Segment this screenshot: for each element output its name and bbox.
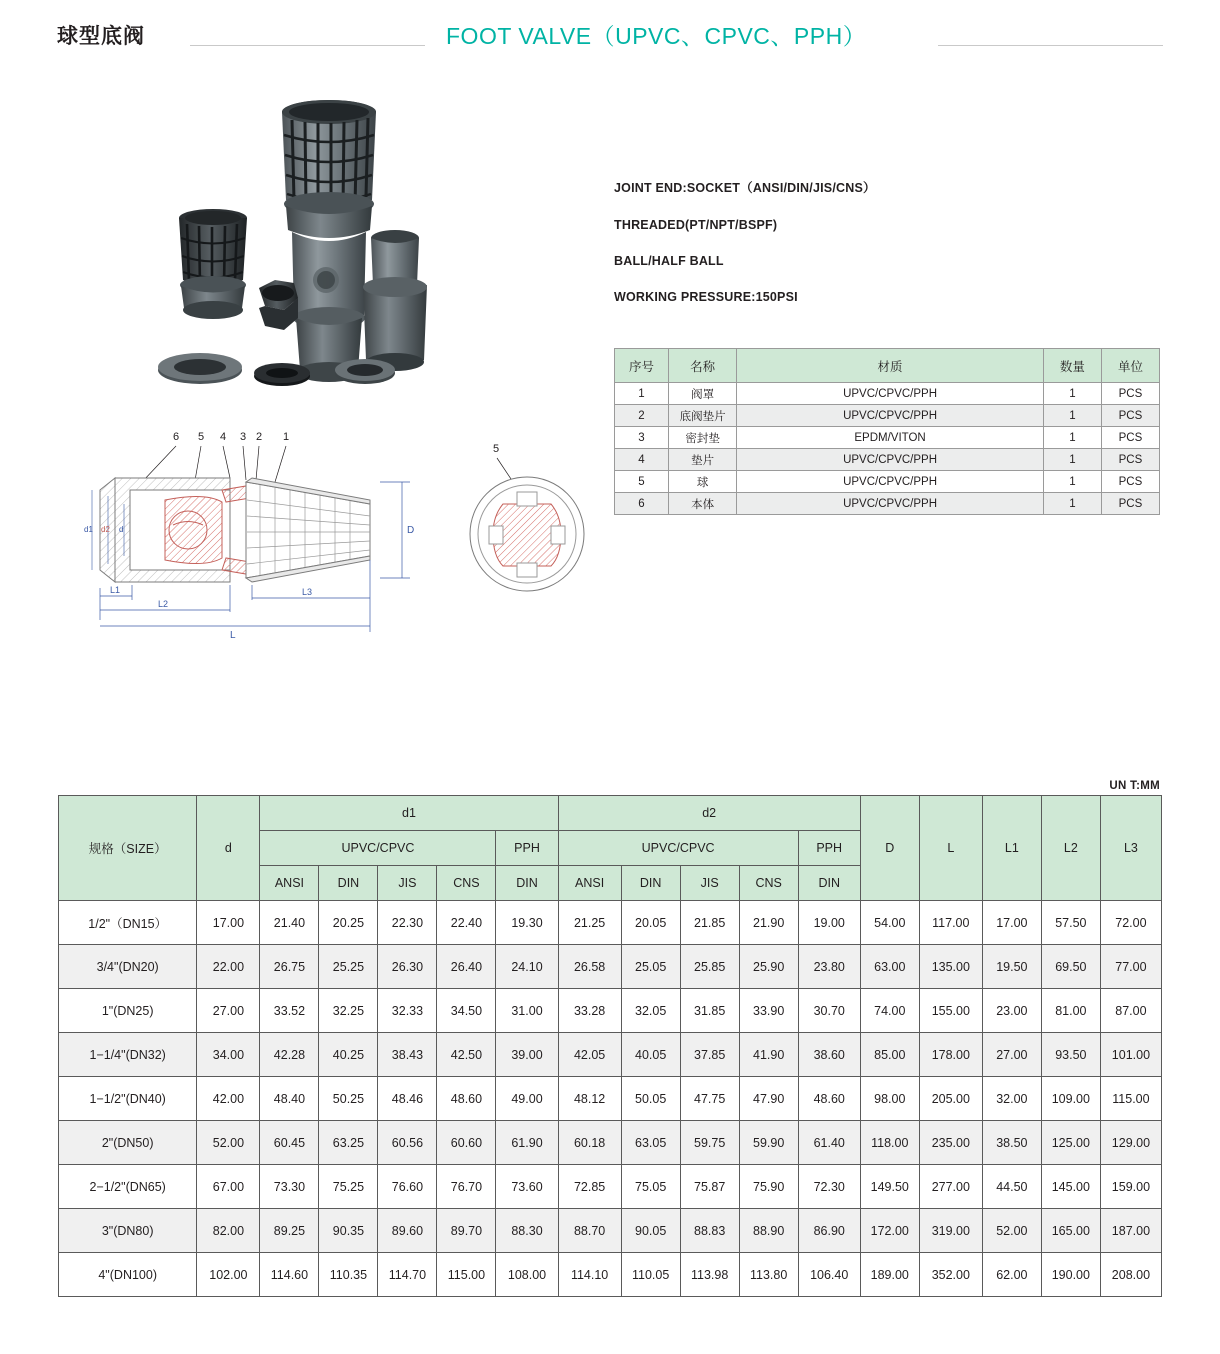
dim-cell-size: 2"(DN50) [59,1121,197,1165]
parts-cell-material: UPVC/CPVC/PPH [737,471,1044,493]
dim-cell-d1-2: 76.60 [378,1165,437,1209]
dim-cell-d2-1: 50.05 [621,1077,680,1121]
dim-cell-size: 1−1/4"(DN32) [59,1033,197,1077]
page-title-en: FOOT VALVE（UPVC、CPVC、PPH） [446,23,867,49]
dim-cell-d1-2: 48.46 [378,1077,437,1121]
parts-cell-name: 底阀垫片 [668,405,736,427]
dim-header-L2: L2 [1041,796,1100,901]
dim-cell-d1-3: 76.70 [437,1165,496,1209]
dim-cell-d2-2: 59.75 [680,1121,739,1165]
parts-cell-qty: 1 [1043,427,1101,449]
dim-cell-size: 3/4"(DN20) [59,945,197,989]
dim-cell-L: 277.00 [919,1165,982,1209]
parts-cell-name: 垫片 [668,449,736,471]
dim-cell-L1: 32.00 [982,1077,1041,1121]
svg-text:5: 5 [198,431,205,443]
dim-header-d1-upvc: UPVC/CPVC [260,831,496,866]
spec-threaded: THREADED(PT/NPT/BSPF) [614,218,778,232]
unit-note: UN T:MM [1109,780,1160,792]
dim-cell-d2-1: 75.05 [621,1165,680,1209]
dim-cell-d1-0: 73.30 [260,1165,319,1209]
parts-header-unit: 单位 [1101,349,1159,383]
dim-cell-d1-3: 26.40 [437,945,496,989]
dim-cell-d2-3: 75.90 [739,1165,798,1209]
dim-cell-d2-1: 20.05 [621,901,680,945]
dim-cell-L: 235.00 [919,1121,982,1165]
dim-cell-d2-2: 37.85 [680,1033,739,1077]
dim-cell-d1-0: 26.75 [260,945,319,989]
dim-cell-d2-4: 38.60 [798,1033,860,1077]
dim-cell-d2-0: 21.25 [558,901,621,945]
dim-cell-L1: 27.00 [982,1033,1041,1077]
dim-cell-d1-3: 48.60 [437,1077,496,1121]
photo-socket [363,230,427,371]
svg-text:1: 1 [283,431,290,443]
dim-cell-d2-3: 47.90 [739,1077,798,1121]
dim-cell-L: 319.00 [919,1209,982,1253]
drawing-callouts [173,431,289,443]
dim-cell-d: 17.00 [197,901,260,945]
table-row [59,1033,1162,1077]
parts-cell-name: 密封垫 [668,427,736,449]
table-row [59,1077,1162,1121]
parts-cell-material: UPVC/CPVC/PPH [737,493,1044,515]
dim-cell-D: 74.00 [860,989,919,1033]
dim-header-row-1 [59,796,1162,831]
dim-cell-d1-2: 32.33 [378,989,437,1033]
dim-cell-d2-1: 110.05 [621,1253,680,1297]
dim-sub-d1-cns: CNS [437,866,496,901]
dim-cell-d1-4: 19.30 [496,901,558,945]
parts-cell-name: 本体 [668,493,736,515]
dim-cell-d2-0: 33.28 [558,989,621,1033]
parts-header-material: 材质 [737,349,1044,383]
dim-sub-d2-cns: CNS [739,866,798,901]
dim-cell-d2-0: 48.12 [558,1077,621,1121]
dim-cell-d1-4: 88.30 [496,1209,558,1253]
parts-cell-name: 阀罩 [668,383,736,405]
dim-cell-L3: 77.00 [1100,945,1161,989]
dim-cell-d: 22.00 [197,945,260,989]
dim-cell-d1-1: 40.25 [319,1033,378,1077]
table-row [615,405,1160,427]
dim-cell-L2: 190.00 [1041,1253,1100,1297]
dim-cell-d1-0: 42.28 [260,1033,319,1077]
dim-cell-L: 117.00 [919,901,982,945]
dim-L: L [230,630,236,641]
parts-cell-qty: 1 [1043,493,1101,515]
dim-cell-d2-0: 60.18 [558,1121,621,1165]
dim-cell-d2-3: 21.90 [739,901,798,945]
dim-cell-size: 1"(DN25) [59,989,197,1033]
dim-cell-d2-4: 30.70 [798,989,860,1033]
dim-header-d2-upvc: UPVC/CPVC [558,831,798,866]
parts-cell-no: 2 [615,405,669,427]
parts-cell-qty: 1 [1043,449,1101,471]
dim-cell-d1-1: 20.25 [319,901,378,945]
dim-d1: d1 [84,525,93,534]
table-row [615,471,1160,493]
dim-header-D: D [860,796,919,901]
dim-cell-d1-2: 114.70 [378,1253,437,1297]
dim-cell-d1-1: 32.25 [319,989,378,1033]
table-row [59,901,1162,945]
dim-cell-d1-4: 49.00 [496,1077,558,1121]
dim-cell-d1-1: 25.25 [319,945,378,989]
dim-cell-d2-4: 72.30 [798,1165,860,1209]
table-row [615,493,1160,515]
dim-cell-d1-3: 89.70 [437,1209,496,1253]
dim-header-L1: L1 [982,796,1041,901]
table-row [615,383,1160,405]
dim-cell-d2-2: 113.98 [680,1253,739,1297]
dim-cell-size: 3"(DN80) [59,1209,197,1253]
spec-ball: BALL/HALF BALL [614,254,724,268]
dim-cell-L1: 23.00 [982,989,1041,1033]
dim-cell-d2-1: 32.05 [621,989,680,1033]
dim-cell-d2-1: 40.05 [621,1033,680,1077]
parts-cell-unit: PCS [1101,383,1159,405]
dim-cell-d: 52.00 [197,1121,260,1165]
dim-cell-L3: 159.00 [1100,1165,1161,1209]
dim-cell-D: 63.00 [860,945,919,989]
dim-cell-size: 2−1/2"(DN65) [59,1165,197,1209]
parts-cell-no: 5 [615,471,669,493]
parts-cell-qty: 1 [1043,471,1101,493]
dim-cell-d2-2: 25.85 [680,945,739,989]
dim-sub-d2-din: DIN [621,866,680,901]
dim-cell-D: 172.00 [860,1209,919,1253]
dim-L2: L2 [158,599,169,609]
parts-cell-no: 6 [615,493,669,515]
dim-cell-L3: 87.00 [1100,989,1161,1033]
dim-cell-L1: 38.50 [982,1121,1041,1165]
dim-cell-L1: 44.50 [982,1165,1041,1209]
dim-cell-L: 205.00 [919,1077,982,1121]
dim-cell-d2-4: 48.60 [798,1077,860,1121]
product-photo [120,80,540,400]
dim-cell-L3: 187.00 [1100,1209,1161,1253]
parts-cell-unit: PCS [1101,493,1159,515]
dim-cell-d2-3: 59.90 [739,1121,798,1165]
dim-cell-D: 118.00 [860,1121,919,1165]
dim-cell-d2-2: 75.87 [680,1165,739,1209]
dim-cell-d1-3: 22.40 [437,901,496,945]
dim-cell-d1-0: 33.52 [260,989,319,1033]
dim-sub-d1-din: DIN [319,866,378,901]
dim-cell-d2-3: 113.80 [739,1253,798,1297]
table-row [59,1165,1162,1209]
dim-cell-d1-4: 24.10 [496,945,558,989]
dim-cell-L1: 19.50 [982,945,1041,989]
dim-cell-L: 178.00 [919,1033,982,1077]
parts-cell-no: 4 [615,449,669,471]
dim-cell-d1-2: 89.60 [378,1209,437,1253]
dim-cell-d2-4: 23.80 [798,945,860,989]
dim-cell-d1-2: 60.56 [378,1121,437,1165]
parts-header-name: 名称 [668,349,736,383]
dim-cell-L: 155.00 [919,989,982,1033]
svg-text:3: 3 [240,431,247,443]
dim-cell-L2: 81.00 [1041,989,1100,1033]
dim-cell-d1-1: 90.35 [319,1209,378,1253]
dim-cell-d2-0: 42.05 [558,1033,621,1077]
dim-cell-L2: 125.00 [1041,1121,1100,1165]
dim-cell-D: 189.00 [860,1253,919,1297]
table-row [59,945,1162,989]
drawing-strainer [246,478,370,582]
table-row [615,427,1160,449]
dim-cell-d1-1: 50.25 [319,1077,378,1121]
dim-cell-L1: 62.00 [982,1253,1041,1297]
dim-cell-d2-3: 41.90 [739,1033,798,1077]
dim-cell-d: 34.00 [197,1033,260,1077]
photo-body-large [286,206,372,382]
parts-header-qty: 数量 [1043,349,1101,383]
dim-cell-d2-0: 88.70 [558,1209,621,1253]
dim-d: d [119,525,124,534]
dim-cell-d1-4: 39.00 [496,1033,558,1077]
dim-cell-d1-3: 60.60 [437,1121,496,1165]
dim-cell-d2-3: 25.90 [739,945,798,989]
parts-table [614,348,1160,515]
dim-cell-d1-4: 61.90 [496,1121,558,1165]
dim-sub-d2-pph-din: DIN [798,866,860,901]
dimension-table [58,795,1162,1297]
dim-cell-d1-2: 26.30 [378,945,437,989]
dim-header-d1: d1 [260,796,558,831]
parts-cell-qty: 1 [1043,383,1101,405]
parts-cell-no: 3 [615,427,669,449]
parts-cell-unit: PCS [1101,427,1159,449]
dim-cell-d2-3: 88.90 [739,1209,798,1253]
dim-cell-d2-1: 25.05 [621,945,680,989]
parts-cell-material: UPVC/CPVC/PPH [737,383,1044,405]
dim-cell-d1-0: 89.25 [260,1209,319,1253]
dim-cell-d: 42.00 [197,1077,260,1121]
svg-text:6: 6 [173,431,180,443]
dim-cell-L3: 72.00 [1100,901,1161,945]
section-view [455,430,605,610]
drawing-ball [165,496,222,563]
dim-cell-D: 149.50 [860,1165,919,1209]
dim-cell-d2-0: 114.10 [558,1253,621,1297]
dim-header-d2: d2 [558,796,860,831]
dim-cell-d2-2: 31.85 [680,989,739,1033]
dim-cell-L2: 93.50 [1041,1033,1100,1077]
dim-d2: d2 [101,525,110,534]
parts-cell-unit: PCS [1101,405,1159,427]
dim-header-d2-pph: PPH [798,831,860,866]
header-rule-right [938,45,1163,46]
parts-cell-name: 球 [668,471,736,493]
dim-cell-d: 67.00 [197,1165,260,1209]
parts-cell-qty: 1 [1043,405,1101,427]
spec-joint-end: JOINT END:SOCKET（ANSI/DIN/JIS/CNS） [614,181,876,195]
dim-cell-d1-1: 75.25 [319,1165,378,1209]
dim-L1: L1 [110,585,121,595]
dim-sub-d1-jis: JIS [378,866,437,901]
dim-cell-L: 135.00 [919,945,982,989]
dim-cell-d2-0: 72.85 [558,1165,621,1209]
dim-cell-d2-3: 33.90 [739,989,798,1033]
parts-table-header-row [615,349,1160,383]
photo-strainer-large [282,100,376,216]
dim-cell-d1-4: 31.00 [496,989,558,1033]
dim-cell-d1-0: 60.45 [260,1121,319,1165]
dim-D: D [407,525,415,536]
dim-cell-d1-2: 38.43 [378,1033,437,1077]
dim-cell-d1-1: 63.25 [319,1121,378,1165]
dim-cell-d1-0: 48.40 [260,1077,319,1121]
dim-cell-d2-1: 90.05 [621,1209,680,1253]
dim-cell-d2-4: 19.00 [798,901,860,945]
dim-cell-d1-2: 22.30 [378,901,437,945]
parts-cell-material: UPVC/CPVC/PPH [737,449,1044,471]
dim-cell-d2-2: 47.75 [680,1077,739,1121]
dim-cell-L3: 208.00 [1100,1253,1161,1297]
dim-cell-d1-4: 108.00 [496,1253,558,1297]
dim-sub-d2-jis: JIS [680,866,739,901]
page-header [0,8,1220,52]
dimension-table-wrapper [58,795,1162,1297]
svg-text:4: 4 [220,431,227,443]
dim-cell-L1: 52.00 [982,1209,1041,1253]
dim-cell-d2-0: 26.58 [558,945,621,989]
dim-L3: L3 [302,587,313,597]
dim-cell-d: 82.00 [197,1209,260,1253]
dim-sub-d2-ansi: ANSI [558,866,621,901]
photo-hex-nut [259,280,298,330]
header-rule-left [190,45,425,46]
svg-text:2: 2 [256,431,263,443]
dim-header-L3: L3 [1100,796,1161,901]
dim-cell-d1-1: 110.35 [319,1253,378,1297]
table-row [615,449,1160,471]
dim-cell-d2-2: 88.83 [680,1209,739,1253]
parts-cell-material: UPVC/CPVC/PPH [737,405,1044,427]
dim-cell-D: 98.00 [860,1077,919,1121]
dim-cell-d: 27.00 [197,989,260,1033]
dim-header-d1-pph: PPH [496,831,558,866]
parts-cell-unit: PCS [1101,449,1159,471]
dim-cell-L: 352.00 [919,1253,982,1297]
parts-cell-material: EPDM/VITON [737,427,1044,449]
dim-cell-size: 4"(DN100) [59,1253,197,1297]
dim-cell-L2: 165.00 [1041,1209,1100,1253]
dim-cell-L2: 57.50 [1041,901,1100,945]
dim-cell-d1-4: 73.60 [496,1165,558,1209]
table-row [59,1121,1162,1165]
dim-cell-d: 102.00 [197,1253,260,1297]
dim-cell-L3: 115.00 [1100,1077,1161,1121]
table-row [59,1253,1162,1297]
dim-cell-d1-0: 114.60 [260,1253,319,1297]
page-title-cn: 球型底阀 [57,25,145,48]
dim-header-d: d [197,796,260,901]
dim-header-size: 规格（SIZE） [59,796,197,901]
dim-cell-L3: 101.00 [1100,1033,1161,1077]
table-row [59,989,1162,1033]
dim-header-L: L [919,796,982,901]
photo-strainer-small [179,209,247,319]
spec-working-pressure: WORKING PRESSURE:150PSI [614,290,798,304]
dim-cell-d1-3: 42.50 [437,1033,496,1077]
parts-cell-no: 1 [615,383,669,405]
section-callout: 5 [493,443,500,455]
dim-cell-size: 1/2"（DN15） [59,901,197,945]
dim-cell-d1-0: 21.40 [260,901,319,945]
dim-cell-d1-3: 34.50 [437,989,496,1033]
table-row [59,1209,1162,1253]
dim-sub-d1-ansi: ANSI [260,866,319,901]
specification-list [614,178,1174,304]
dim-cell-L1: 17.00 [982,901,1041,945]
dim-cell-d2-1: 63.05 [621,1121,680,1165]
parts-header-no: 序号 [615,349,669,383]
photo-ring-2 [254,363,310,386]
dim-cell-D: 85.00 [860,1033,919,1077]
photo-ring-1 [158,353,242,384]
dim-cell-L2: 145.00 [1041,1165,1100,1209]
dim-cell-d2-4: 86.90 [798,1209,860,1253]
dim-cell-d2-4: 61.40 [798,1121,860,1165]
photo-ring-3 [335,359,395,384]
dim-cell-L3: 129.00 [1100,1121,1161,1165]
dim-sub-d1-pph-din: DIN [496,866,558,901]
parts-cell-unit: PCS [1101,471,1159,493]
dim-cell-D: 54.00 [860,901,919,945]
dim-cell-L2: 69.50 [1041,945,1100,989]
dim-cell-size: 1−1/2"(DN40) [59,1077,197,1121]
dim-cell-d2-4: 106.40 [798,1253,860,1297]
dim-cell-d1-3: 115.00 [437,1253,496,1297]
dim-cell-d2-2: 21.85 [680,901,739,945]
dim-cell-L2: 109.00 [1041,1077,1100,1121]
